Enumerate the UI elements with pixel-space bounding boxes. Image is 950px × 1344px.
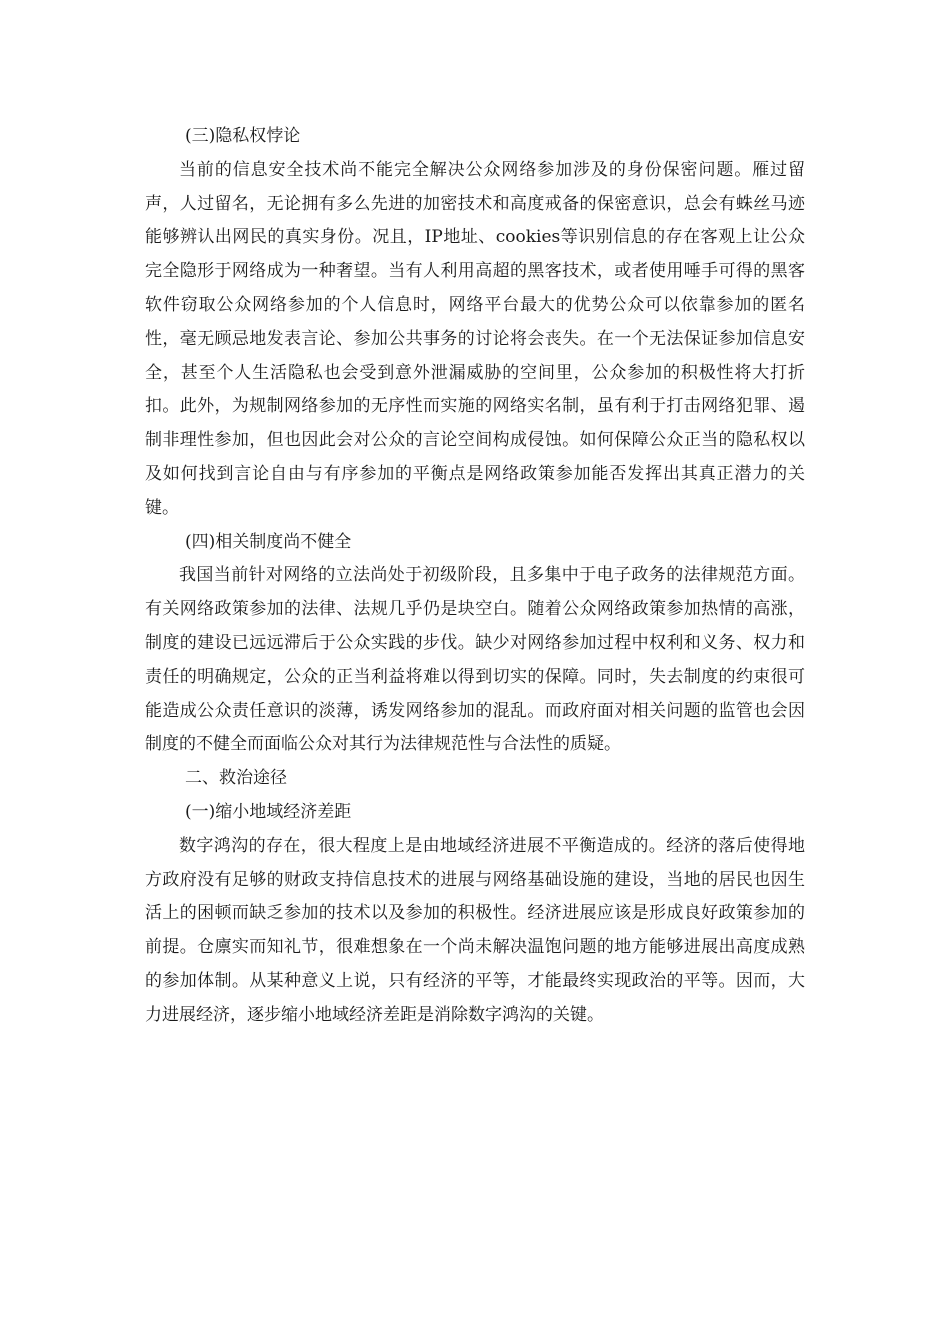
section-heading-privacy-paradox: (三)隐私权悖论: [185, 126, 301, 146]
paragraph-regional-economy: 数字鸿沟的存在，很大程度上是由地域经济进展不平衡造成的。经济的落后使得地方政府没有足够的财政支持信息技术的进展与网络基础设施的建设，当地的居民也因生活上的困顿而缺乏参加的技术以及参加的积极性。经济进展应该是形成良好政策参加的前提。仓廪实而知礼节，很难想象在一个尚未解决温饱问题的地方能够进展出高度成熟的参加体制。从某种意义上说，只有经济的平等，才能最终实现政治的平等。因而，大力进展经济，逐步缩小地域经济差距是消除数字鸿沟的关键。: [145, 835, 805, 1025]
section-heading-institutions: (四)相关制度尚不健全: [185, 531, 352, 552]
part-heading-remedies: 二、救治途径: [185, 768, 287, 789]
section-heading-regional-economy: (一)缩小地域经济差距: [185, 801, 352, 822]
paragraph-privacy-paradox: 当前的信息安全技术尚不能完全解决公众网络参加涉及的身份保密问题。雁过留声，人过留名，无论拥有多么先进的加密技术和高度戒备的保密意识，总会有蛛丝马迹能够辨认出网民的真实身份。况且，IP地址、cookies等识别信息的存在客观上让公众完全隐形于网络成为一种奢望。当有人利用高超的黑客技术，或者使用唾手可得的黑客软件窃取公众网络参加的个人信息时，网络平台最大的优势公众可以依靠参加的匿名性，毫无顾忌地发表言论、参加公共事务的讨论将会丧失。在一个无法保证参加信息安全，甚至个人生活隐私也会受到意外泄漏威胁的空间里，公众参加的积极性将大打折扣。此外，为规制网络参加的无序性而实施的网络实名制，虽有利于打击网络犯罪、遏制非理性参加，但也因此会对公众的言论空间构成侵蚀。如何保障公众正当的隐私权以及如何找到言论自由与有序参加的平衡点是网络政策参加能否发挥出其真正潜力的关键。: [145, 159, 805, 518]
document-page: [145, 120, 805, 1033]
paragraph-institutions: 我国当前针对网络的立法尚处于初级阶段，且多集中于电子政务的法律规范方面。有关网络政策参加的法律、法规几乎仍是块空白。随着公众网络政策参加热情的高涨，制度的建设已远远滞后于公众实践的步伐。缺少对网络参加过程中权利和义务、权力和责任的明确规定，公众的正当利益将难以得到切实的保障。同时，失去制度的约束很可能造成公众责任意识的淡薄，诱发网络参加的混乱。而政府面对相关问题的监管也会因制度的不健全而面临公众对其行为法律规范性与合法性的质疑。: [145, 565, 805, 755]
